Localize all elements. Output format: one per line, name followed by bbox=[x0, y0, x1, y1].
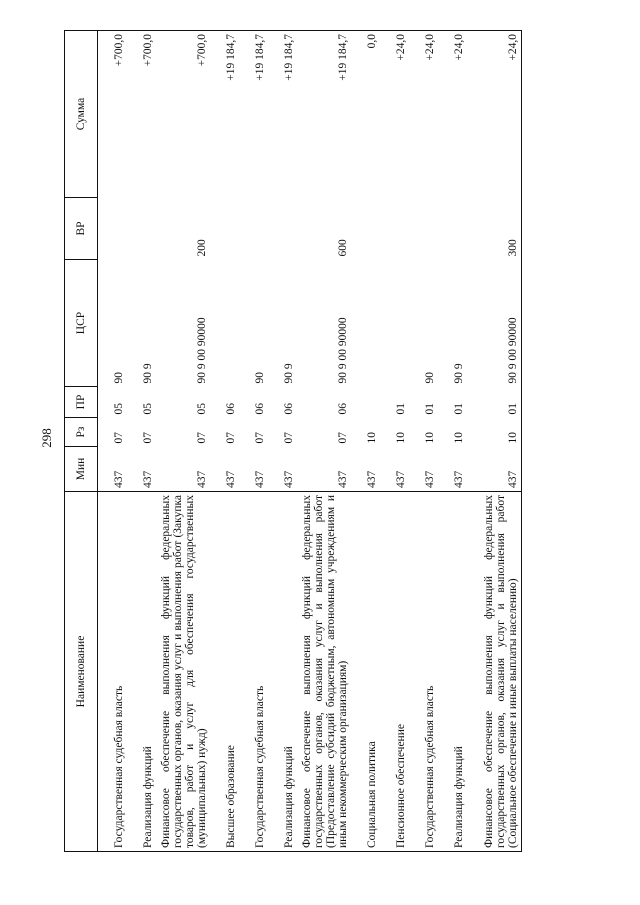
header-pr: ПР bbox=[65, 387, 98, 418]
row-sum: +19 184,7 bbox=[297, 31, 351, 198]
row-name: Финансовое обеспечение выполнения функций федеральных государственных органов, оказания услуг и выполнения работ (Предоставление субсидий бюджетным, автономным учреждениям и иным некоммерческим организациям) bbox=[297, 492, 351, 852]
table-row bbox=[268, 31, 297, 852]
row-name: Государственная судебная власть bbox=[409, 492, 438, 852]
table-row bbox=[351, 31, 380, 852]
page-number: 298 bbox=[39, 428, 54, 448]
row-csr: 90 9 bbox=[142, 363, 154, 384]
row-csr bbox=[210, 260, 239, 387]
row-csr: 90 9 bbox=[453, 363, 465, 384]
row-rz: 07 bbox=[196, 432, 208, 444]
row-name: Реализация функций bbox=[268, 492, 297, 852]
row-min: 437 bbox=[254, 470, 266, 488]
row-name: Высшее образование bbox=[210, 492, 239, 852]
row-pr: 06 bbox=[337, 403, 349, 415]
header-vr: ВР bbox=[65, 198, 98, 260]
row-sum: +700,0 bbox=[98, 31, 128, 198]
table-row bbox=[239, 31, 268, 852]
row-rz: 10 bbox=[424, 432, 436, 444]
row-rz: 07 bbox=[113, 432, 125, 444]
row-sum: 0,0 bbox=[351, 31, 380, 198]
row-pr: 01 bbox=[395, 403, 407, 415]
row-sum: +24,0 bbox=[409, 31, 438, 198]
row-vr: 600 bbox=[337, 239, 349, 257]
table-header-row bbox=[65, 31, 98, 852]
row-name: Государственная судебная власть bbox=[239, 492, 268, 852]
row-name: Реализация функций bbox=[438, 492, 467, 852]
row-sum: +19 184,7 bbox=[210, 31, 239, 198]
row-vr bbox=[351, 198, 380, 260]
row-min: 437 bbox=[337, 470, 349, 488]
row-csr: 90 9 00 90000 bbox=[196, 317, 208, 384]
row-rz: 07 bbox=[283, 432, 295, 444]
budget-table bbox=[64, 30, 522, 852]
row-sum: +19 184,7 bbox=[239, 31, 268, 198]
row-name: Реализация функций bbox=[127, 492, 156, 852]
row-vr bbox=[127, 198, 156, 260]
row-pr: 06 bbox=[225, 403, 237, 415]
row-min: 437 bbox=[366, 470, 378, 488]
rotated-page-content bbox=[64, 34, 608, 852]
table-row bbox=[438, 31, 467, 852]
row-min: 437 bbox=[225, 470, 237, 488]
row-name: Пенсионное обеспечение bbox=[380, 492, 409, 852]
row-vr bbox=[409, 198, 438, 260]
row-min: 437 bbox=[113, 470, 125, 488]
row-sum: +700,0 bbox=[127, 31, 156, 198]
row-csr: 90 bbox=[254, 372, 266, 384]
row-vr: 300 bbox=[467, 198, 522, 260]
row-pr: 01 bbox=[467, 387, 522, 418]
row-pr bbox=[351, 387, 380, 418]
row-pr: 01 bbox=[424, 403, 436, 415]
row-rz: 10 bbox=[467, 418, 522, 447]
header-min: Мин bbox=[65, 447, 98, 492]
row-min: 437 bbox=[283, 470, 295, 488]
row-csr bbox=[351, 260, 380, 387]
table-row bbox=[156, 31, 210, 852]
row-sum: +19 184,7 bbox=[268, 31, 297, 198]
row-csr: 90 9 bbox=[283, 363, 295, 384]
row-rz: 10 bbox=[453, 432, 465, 444]
row-vr bbox=[438, 198, 467, 260]
row-rz: 07 bbox=[254, 432, 266, 444]
row-vr bbox=[98, 198, 128, 260]
row-rz: 10 bbox=[395, 432, 407, 444]
row-sum: +700,0 bbox=[156, 31, 210, 198]
row-pr: 05 bbox=[142, 403, 154, 415]
row-min: 437 bbox=[196, 470, 208, 488]
table-row bbox=[297, 31, 351, 852]
row-min: 437 bbox=[395, 470, 407, 488]
row-vr bbox=[268, 198, 297, 260]
row-name: Государственная судебная власть bbox=[98, 492, 128, 852]
row-sum: +24,0 bbox=[380, 31, 409, 198]
row-vr: 200 bbox=[196, 239, 208, 257]
row-csr: 90 9 00 90000 bbox=[467, 260, 522, 387]
row-rz: 07 bbox=[142, 432, 154, 444]
row-pr: 01 bbox=[453, 403, 465, 415]
row-sum: +24,0 bbox=[438, 31, 467, 198]
row-min: 437 bbox=[453, 470, 465, 488]
table-row bbox=[409, 31, 438, 852]
row-vr bbox=[239, 198, 268, 260]
row-pr: 06 bbox=[283, 403, 295, 415]
row-rz: 07 bbox=[225, 432, 237, 444]
table-row bbox=[98, 31, 128, 852]
row-pr: 05 bbox=[113, 403, 125, 415]
table-row bbox=[380, 31, 409, 852]
table-row bbox=[467, 31, 522, 852]
row-vr bbox=[380, 198, 409, 260]
row-min: 437 bbox=[424, 470, 436, 488]
header-csr: ЦСР bbox=[65, 260, 98, 387]
table-row bbox=[210, 31, 239, 852]
row-rz: 07 bbox=[337, 432, 349, 444]
table-row bbox=[127, 31, 156, 852]
row-sum: +24,0 bbox=[467, 31, 522, 198]
row-csr bbox=[380, 260, 409, 387]
header-sum: Сумма bbox=[65, 31, 98, 198]
row-vr bbox=[210, 198, 239, 260]
row-name: Социальная политика bbox=[351, 492, 380, 852]
row-pr: 06 bbox=[254, 403, 266, 415]
row-name: Финансовое обеспечение выполнения функций федеральных государственных органов, оказания услуг и выполнения работ (Социальное обеспечение и иные выплаты населению) bbox=[467, 492, 522, 852]
row-csr: 90 bbox=[424, 372, 436, 384]
row-csr: 90 9 00 90000 bbox=[337, 317, 349, 384]
row-csr: 90 bbox=[113, 372, 125, 384]
header-rz: Рз bbox=[65, 418, 98, 447]
row-pr: 05 bbox=[196, 403, 208, 415]
row-rz: 10 bbox=[366, 432, 378, 444]
row-name: Финансовое обеспечение выполнения функций федеральных государственных органов, оказания услуг и выполнения работ (Закупка товаров, работ и услуг для обеспечения государственных (муниципальных) нужд) bbox=[156, 492, 210, 852]
row-min: 437 bbox=[467, 447, 522, 492]
row-min: 437 bbox=[142, 470, 154, 488]
header-name: Наименование bbox=[65, 492, 98, 852]
